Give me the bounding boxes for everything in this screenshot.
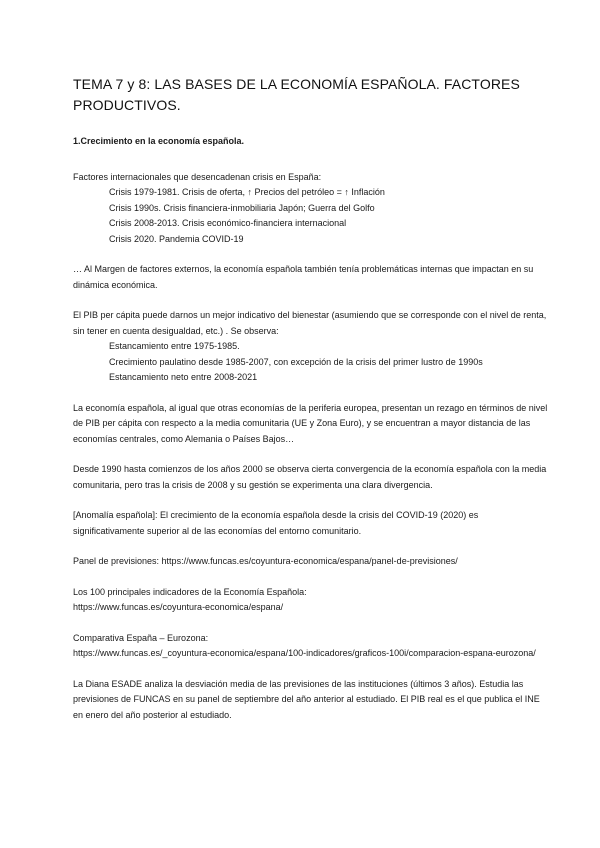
paragraph-pib: El PIB per cápita puede darnos un mejor indicativo del bienestar (asumiendo que se corresponde con el nivel de renta, sin tener en cuenta desigualdad, etc.) . Se observa: <box>73 310 547 336</box>
crisis-item: Crisis 2020. Pandemia COVID-19 <box>109 233 244 244</box>
comparativa-block <box>73 631 550 662</box>
paragraph-periferia: La economía española, al igual que otras economías de la periferia europea, presentan un rezago en términos de nivel de PIB per cápita con respecto a la media comunitaria (UE y Zona Euro), y se encuentran a mayor distancia de las economías centrales, como Alemania o Países Bajos… <box>73 402 548 444</box>
paragraph-diana: La Diana ESADE analiza la desviación media de las previsiones de las instituciones (últimos 3 años). Estudia las previsiones de FUNCAS en su panel de septiembre del año anterior al estudiado. El PIB real es el que publica el INE en enero del año posterior al estudiado. <box>73 678 540 720</box>
pib-point: Estancamiento entre 1975-1985. <box>109 341 240 351</box>
pib-point: Crecimiento paulatino desde 1985-2007, con excepción de la crisis del primer lustro de 1990s <box>109 356 483 367</box>
paragraph-margin: … Al Margen de factores externos, la economía española también tenía problemáticas internas que impactan en su dinámica económica. <box>73 264 534 290</box>
pib-block <box>73 308 550 386</box>
intl-intro: Factores internacionales que desencadenan crisis en España: <box>73 171 322 182</box>
paragraph-anomalia: [Anomalía española]: El crecimiento de la economía española desde la crisis del COVID-19 (2020) es significativamente superior al de las economías del entorno comunitario. <box>73 510 479 536</box>
comparativa-label: Comparativa España – Eurozona: <box>73 632 209 643</box>
paragraph-1990: Desde 1990 hasta comienzos de los años 2000 se observa cierta convergencia de la economía española con la media comunitaria, pero tras la crisis de 2008 y su gestión se experimenta una clara divergencia. <box>73 464 547 490</box>
crisis-list-block <box>73 170 550 248</box>
comparativa-url: https://www.funcas.es/_coyuntura-economica/espana/100-indicadores/graficos-100i/comparacion-espana-eurozona/ <box>73 648 536 658</box>
crisis-item: Crisis 1990s. Crisis financiera-inmobiliaria Japón; Guerra del Golfo <box>109 202 375 213</box>
indicadores-label: Los 100 principales indicadores de la Economía Española: <box>73 586 307 597</box>
indicadores-block <box>73 585 550 616</box>
paragraph-panel: Panel de previsiones: https://www.funcas.es/coyuntura-economica/espana/panel-de-previsiones/ <box>73 556 458 566</box>
document-title: TEMA 7 y 8: LAS BASES DE LA ECONOMÍA ESPAÑOLA. FACTORES PRODUCTIVOS. <box>73 76 520 113</box>
crisis-item: Crisis 1979-1981. Crisis de oferta, ↑ Precios del petróleo = ↑ Inflación <box>109 187 385 197</box>
pib-point: Estancamiento neto entre 2008-2021 <box>109 372 258 382</box>
indicadores-url: https://www.funcas.es/coyuntura-economica/espana/ <box>73 602 284 612</box>
crisis-item: Crisis 2008-2013. Crisis económico-financiera internacional <box>109 218 347 228</box>
section-heading: 1.Crecimiento en la economía española. <box>73 136 245 146</box>
